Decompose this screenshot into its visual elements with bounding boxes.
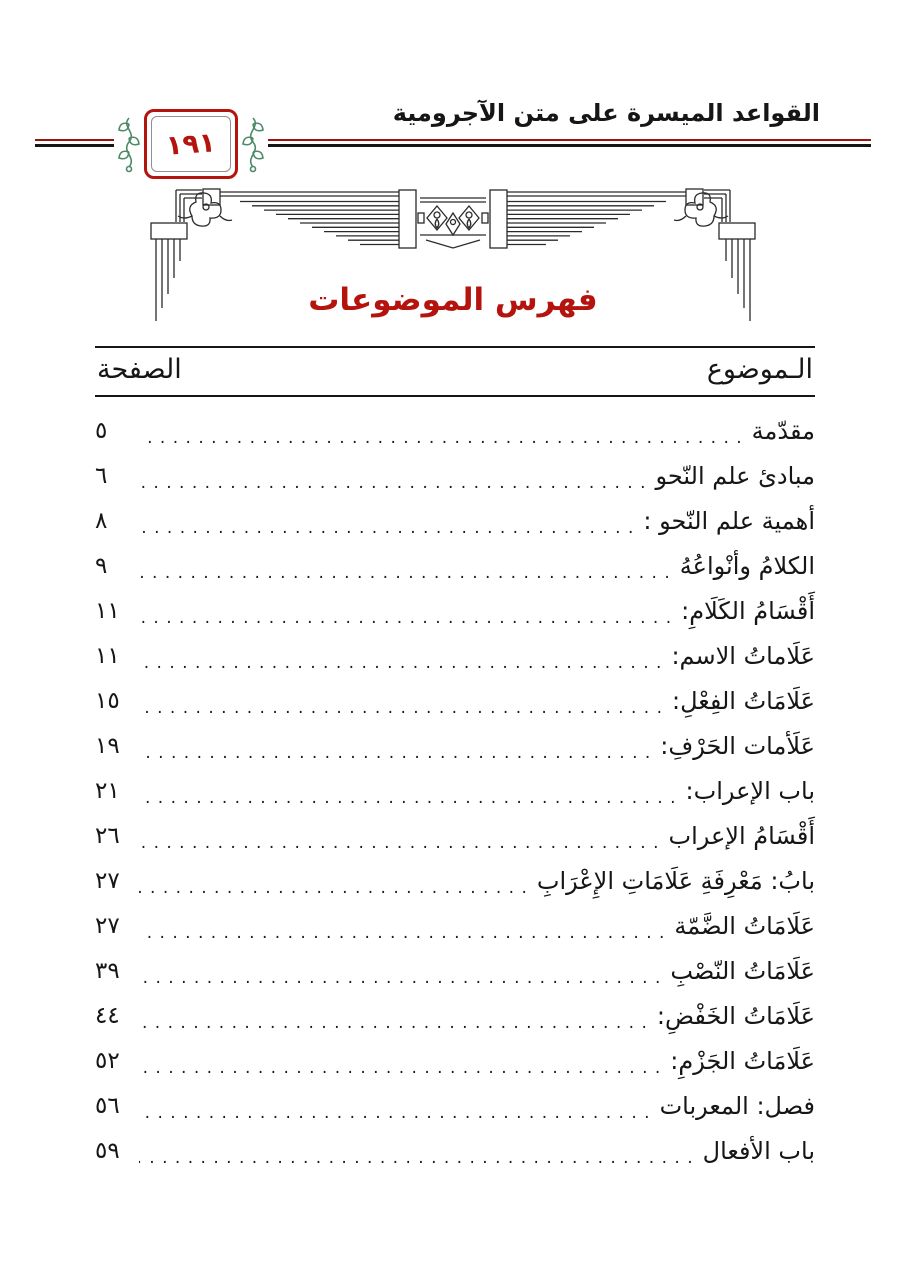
toc-entry-title: أَقْسَامُ الكَلَامِ:: [681, 596, 815, 625]
toc-row: [95, 768, 815, 813]
toc-dots-leader: [139, 466, 656, 494]
toc-entry-title: أَقْسَامُ الإعراب: [668, 821, 815, 850]
toc-entry-title: عَلَأمات الحَرْفِ:: [660, 731, 815, 760]
toc-row: [95, 633, 815, 678]
toc-dots-leader: [139, 1141, 703, 1169]
toc-entry-title: بابُ: مَعْرِفَةِ عَلَامَاتِ الإِعْرَابِ: [536, 866, 815, 895]
toc-header-row: [95, 346, 815, 397]
toc-entry-page: ٢١: [95, 777, 120, 804]
toc-entry-title: باب الأفعال: [702, 1136, 815, 1165]
toc-dots-leader: [139, 691, 672, 719]
toc-entry-title: عَلَامَاتُ الخَفْضِ:: [656, 1001, 815, 1030]
toc-dots-leader: [139, 916, 674, 944]
toc-entry-title: مقدّمة: [751, 416, 815, 445]
toc-entry-title: عَلَامَاتُ الضَّمّة: [674, 911, 815, 940]
toc-dots-leader: [139, 511, 643, 539]
toc-row: [95, 408, 815, 453]
toc-entry-page: ٥٩: [95, 1137, 120, 1164]
toc-entry-title: عَلَامَاتُ الجَزْمِ:: [670, 1046, 815, 1075]
toc-entry-title: عَلَامَاتُ النّصْبِ: [670, 956, 815, 985]
toc-dots-leader: [139, 736, 660, 764]
toc-row: [95, 813, 815, 858]
toc-dots-leader: [139, 1096, 660, 1124]
toc-row: [95, 993, 815, 1038]
toc-entry-title: عَلَامَاتُ الفِعْلِ:: [672, 686, 815, 715]
toc-topic-column-header: الـموضوع: [706, 354, 813, 385]
page-number-cartouche: [114, 106, 268, 182]
toc-row: [95, 1083, 815, 1128]
toc-entry-page: ١١: [95, 642, 120, 669]
toc-entry-title: عَلَاماتُ الاسم:: [671, 641, 815, 670]
toc-entry-page: ٥: [95, 417, 108, 444]
toc-row: [95, 1128, 815, 1173]
toc-entry-title: باب الإعراب:: [685, 776, 815, 805]
toc-dots-leader: [139, 646, 671, 674]
toc-entry-page: ٤٤: [95, 1002, 120, 1029]
toc-row: [95, 948, 815, 993]
toc-dots-leader: [139, 556, 680, 584]
toc-row: [95, 858, 815, 903]
toc-row: [95, 498, 815, 543]
toc-entry-page: ١١: [95, 597, 120, 624]
toc-entry-page: ٢٦: [95, 822, 120, 849]
toc-dots-leader: [139, 601, 681, 629]
toc-entry-page: ٢٧: [95, 912, 120, 939]
toc-page-column-header: الصفحة: [97, 354, 182, 385]
toc-entry-page: ٥٦: [95, 1092, 120, 1119]
toc-entry-page: ٣٩: [95, 957, 120, 984]
toc-entry-title: أهمية علم النّحو :: [643, 506, 815, 535]
toc-entry-title: فصل: المعربات: [659, 1091, 815, 1120]
toc-entry-page: ٥٢: [95, 1047, 120, 1074]
toc-dots-leader: [139, 826, 668, 854]
toc-entry-page: ١٥: [95, 687, 120, 714]
floral-ornament-left: [241, 115, 265, 173]
toc-dots-leader: [139, 961, 670, 989]
toc-entry-page: ١٩: [95, 732, 120, 759]
ornament-center-crown: [418, 198, 488, 248]
toc-row: [95, 678, 815, 723]
toc-row: [95, 1038, 815, 1083]
toc-row: [95, 903, 815, 948]
page-number: ١٩١: [165, 126, 217, 162]
toc-entry-title: الكلامُ وأنْواعُهُ: [679, 551, 815, 580]
toc-entry-page: ٨: [95, 507, 108, 534]
toc-dots-leader: [139, 871, 537, 899]
page-number-frame: [144, 109, 238, 179]
toc-dots-leader: [139, 781, 686, 809]
toc-row: [95, 453, 815, 498]
toc-row: [95, 588, 815, 633]
floral-ornament-right: [117, 115, 141, 173]
toc-entry-page: ٢٧: [95, 867, 120, 894]
section-title: فهرس الموضوعات: [308, 282, 598, 318]
toc-entry-page: ٩: [95, 552, 108, 579]
toc-dots-leader: [139, 1006, 657, 1034]
book-title: القواعد الميسرة على متن الآجرومية: [392, 99, 820, 127]
toc-dots-leader: [139, 1051, 670, 1079]
toc-dots-leader: [139, 421, 752, 449]
toc-entry-page: ٦: [95, 462, 108, 489]
toc-list: [95, 408, 815, 1173]
toc-row: [95, 723, 815, 768]
toc-entry-title: مبادئ علم النّحو: [655, 461, 815, 490]
toc-row: [95, 543, 815, 588]
